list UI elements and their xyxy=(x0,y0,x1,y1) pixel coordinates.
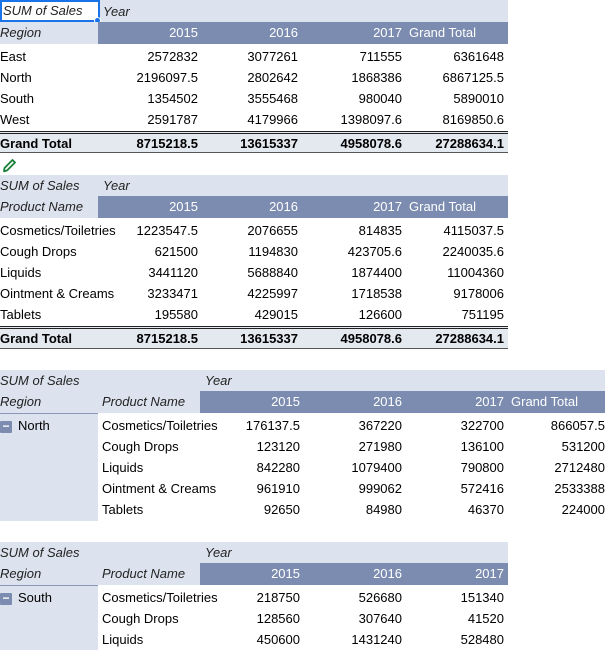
row-label: North xyxy=(0,70,32,85)
cell-2017: 980040 xyxy=(358,91,402,106)
cell-total: 531200 xyxy=(561,439,605,454)
grand-2017: 4958078.6 xyxy=(340,136,402,151)
grand-2015: 8715218.5 xyxy=(136,331,198,346)
year-label: Year xyxy=(103,178,130,193)
cell-2017: 572416 xyxy=(460,481,504,496)
cell-2015: 3441120 xyxy=(148,265,198,280)
col-header-2016: 2016 xyxy=(269,199,298,214)
grand-2016: 13615337 xyxy=(240,331,298,346)
region-label: Region xyxy=(0,566,42,581)
cell-total: 8169850.6 xyxy=(442,112,504,127)
cell-2015: 2196097.5 xyxy=(136,70,198,85)
cell-total: 6361648 xyxy=(453,49,504,64)
col-header-grand-total: Grand Total xyxy=(409,199,476,214)
product-name-label: Product Name xyxy=(0,196,98,218)
year-label: Year xyxy=(205,373,232,388)
col-header-2017: 2017 xyxy=(373,199,402,214)
row-label: South xyxy=(0,91,34,106)
cell-2015: 450600 xyxy=(256,632,300,647)
year-label: Year xyxy=(205,545,232,560)
cell-2016: 999062 xyxy=(358,481,402,496)
grand-total-label: Grand Total xyxy=(0,136,72,151)
cell-2015: 218750 xyxy=(256,590,300,605)
region-group-north[interactable] xyxy=(0,415,98,436)
row-label: Liquids xyxy=(102,460,144,475)
col-header-grand-total: Grand Total xyxy=(511,394,578,409)
cell-2015: 2591787 xyxy=(147,112,198,127)
cell-2017: 423705.6 xyxy=(347,244,402,259)
product-name-label: Product Name xyxy=(102,394,186,409)
grand-2016: 13615337 xyxy=(240,136,298,151)
cell-2017: 136100 xyxy=(460,439,504,454)
row-label: Cough Drops xyxy=(102,439,179,454)
cell-2017: 126600 xyxy=(358,307,402,322)
cell-2016: 5688840 xyxy=(247,265,298,280)
cell-2015: 195580 xyxy=(154,307,198,322)
col-header-grand-total: Grand Total xyxy=(409,25,476,40)
cell-2015: 123120 xyxy=(256,439,300,454)
cell-2017: 1868386 xyxy=(351,70,402,85)
col-header-2016: 2016 xyxy=(373,566,402,581)
cell-total: 11004360 xyxy=(447,265,504,280)
minus-icon[interactable]: − xyxy=(0,593,12,605)
pencil-icon[interactable] xyxy=(1,157,18,174)
row-label: Liquids xyxy=(0,265,42,280)
cell-2017: 1874400 xyxy=(351,265,402,280)
cell-2017: 814835 xyxy=(358,223,402,238)
sum-of-sales-label: SUM of Sales xyxy=(0,545,80,560)
cell-2016: 429015 xyxy=(254,307,298,322)
sum-of-sales-label: SUM of Sales xyxy=(0,178,80,193)
cell-2017: 46370 xyxy=(467,502,504,517)
cell-2016: 307640 xyxy=(358,611,402,626)
product-name-label: Product Name xyxy=(102,566,186,581)
region-group-south[interactable] xyxy=(0,587,98,608)
col-header-2016: 2016 xyxy=(269,25,298,40)
cell-2017: 322700 xyxy=(460,418,504,433)
cell-2015: 2572832 xyxy=(147,49,198,64)
row-label: East xyxy=(0,49,27,64)
cell-2015: 961910 xyxy=(256,481,300,496)
region-label: Region xyxy=(0,22,98,44)
row-label: Liquids xyxy=(102,632,144,647)
sum-of-sales-label: SUM of Sales xyxy=(0,373,80,388)
cell-total: 5890010 xyxy=(453,91,504,106)
col-header-2015: 2015 xyxy=(169,25,198,40)
cell-2016: 367220 xyxy=(358,418,402,433)
col-header-2015: 2015 xyxy=(271,394,300,409)
cell-2017: 41520 xyxy=(467,611,504,626)
year-label: Year xyxy=(103,4,130,19)
region-name: South xyxy=(18,590,52,605)
cell-2017: 790800 xyxy=(460,460,504,475)
cell-2015: 621500 xyxy=(154,244,198,259)
region-name: North xyxy=(18,418,50,433)
col-header-2016: 2016 xyxy=(373,394,402,409)
minus-icon[interactable]: − xyxy=(0,421,12,433)
col-header-2017: 2017 xyxy=(475,566,504,581)
cell-2016: 1194830 xyxy=(248,244,298,259)
cell-2016: 1431240 xyxy=(351,632,402,647)
cell-2016: 1079400 xyxy=(351,460,402,475)
cell-2017: 711555 xyxy=(359,49,402,64)
cell-2015: 92650 xyxy=(263,502,300,517)
col-header-2017: 2017 xyxy=(475,394,504,409)
row-label: Ointment & Creams xyxy=(0,286,115,301)
cell-2015: 1354502 xyxy=(147,91,198,106)
row-label: West xyxy=(0,112,30,127)
grand-total: 27288634.1 xyxy=(435,331,504,346)
cell-2016: 3077261 xyxy=(247,49,298,64)
cell-2016: 4225997 xyxy=(247,286,298,301)
grand-2017: 4958078.6 xyxy=(340,331,402,346)
cell-2017: 528480 xyxy=(460,632,504,647)
row-label: Cosmetics/Toiletries xyxy=(102,590,218,605)
col-header-2017: 2017 xyxy=(373,25,402,40)
col-header-2015: 2015 xyxy=(271,566,300,581)
row-label: Cough Drops xyxy=(102,611,179,626)
cell-2016: 2076655 xyxy=(247,223,298,238)
cell-2015: 3233471 xyxy=(147,286,198,301)
col-header-2015: 2015 xyxy=(169,199,198,214)
cell-2015: 842280 xyxy=(256,460,300,475)
cell-total: 6867125.5 xyxy=(442,70,504,85)
cell-2017: 1718538 xyxy=(351,286,402,301)
row-label: Tablets xyxy=(0,307,42,322)
row-label: Cough Drops xyxy=(0,244,77,259)
row-label: Tablets xyxy=(102,502,144,517)
cell-total: 4115037.5 xyxy=(443,223,504,238)
grand-total: 27288634.1 xyxy=(435,136,504,151)
row-label: Cosmetics/Toiletries xyxy=(102,418,218,433)
cell-total: 224000 xyxy=(561,502,605,517)
selected-cell-sum-of-sales[interactable]: SUM of Sales xyxy=(0,0,100,22)
cell-total: 9178006 xyxy=(453,286,504,301)
cell-2016: 526680 xyxy=(358,590,402,605)
cell-total: 2712480 xyxy=(554,460,605,475)
cell-2017: 151340 xyxy=(460,590,504,605)
cell-2016: 84980 xyxy=(365,502,402,517)
cell-2016: 4179966 xyxy=(247,112,298,127)
cell-2016: 2802642 xyxy=(247,70,298,85)
row-label: Cosmetics/Toiletries xyxy=(0,223,116,238)
cell-total: 2533388 xyxy=(554,481,605,496)
grand-total-label: Grand Total xyxy=(0,331,72,346)
grand-2015: 8715218.5 xyxy=(136,136,198,151)
pivot-header-band xyxy=(0,370,605,391)
cell-2016: 271980 xyxy=(358,439,402,454)
cell-total: 2240035.6 xyxy=(442,244,504,259)
cell-2015: 176137.5 xyxy=(245,418,300,433)
cell-2015: 128560 xyxy=(256,611,300,626)
cell-total: 866057.5 xyxy=(550,418,605,433)
region-label: Region xyxy=(0,394,42,409)
row-label: Ointment & Creams xyxy=(102,481,217,496)
cell-2016: 3555468 xyxy=(247,91,298,106)
cell-2017: 1398097.6 xyxy=(340,112,402,127)
cell-total: 751195 xyxy=(461,307,504,322)
cell-2015: 1223547.5 xyxy=(136,223,198,238)
